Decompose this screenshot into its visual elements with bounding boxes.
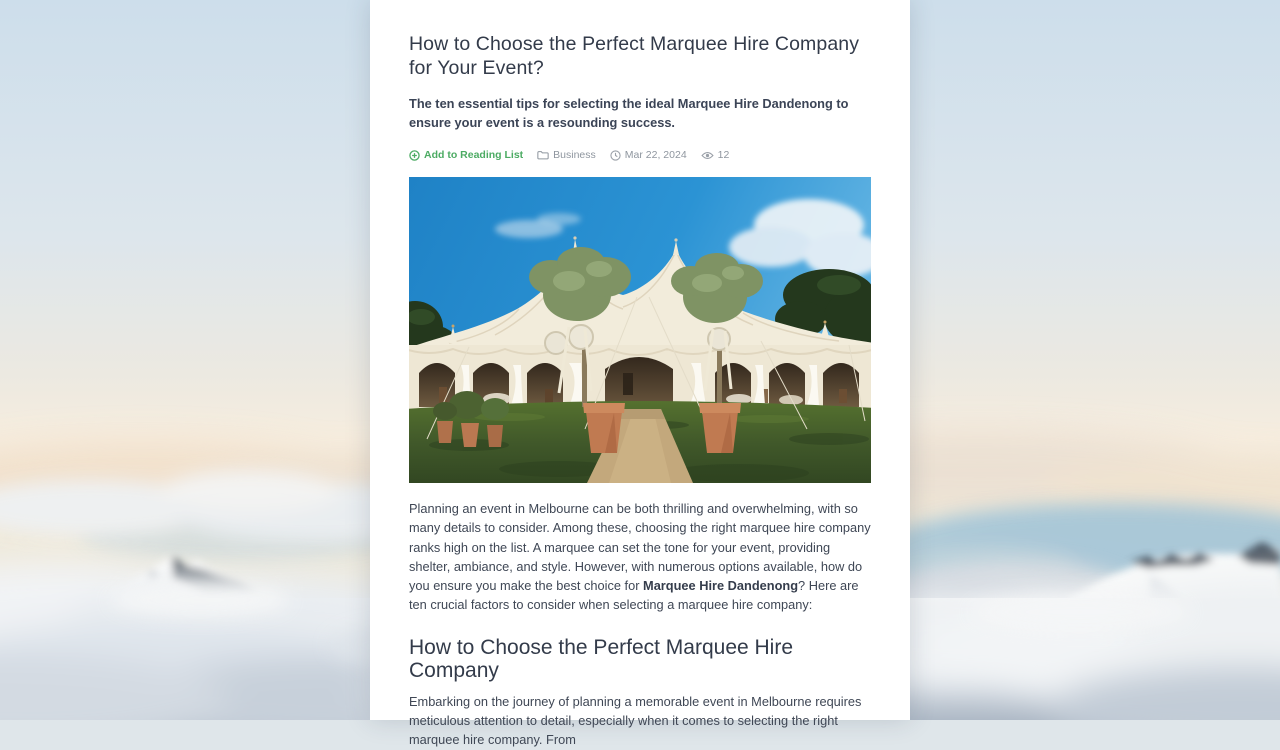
publish-date [610,149,687,161]
article-paragraph-1 [409,499,871,615]
publish-date-label: Mar 22, 2024 [624,149,687,161]
add-to-reading-list-link[interactable] [409,149,523,161]
add-to-reading-list-label: Add to Reading List [424,149,524,161]
clock-icon [610,150,621,161]
article-subtitle: The ten essential tips for selecting the ideal Marquee Hire Dandenong to ensure your event is a resounding success. [409,96,849,130]
section-heading: How to Choose the Perfect Marquee Hire Company [409,635,794,683]
folder-icon [537,150,549,160]
view-count [701,149,730,161]
article-meta [409,149,871,161]
article-panel [370,0,910,748]
view-count-label: 12 [717,149,730,161]
keyword-bold: Marquee Hire Dandenong [643,578,799,594]
category-label: Business [553,149,596,161]
eye-icon [701,151,714,160]
page-title: How to Choose the Perfect Marquee Hire Company for Your Event? [409,33,860,79]
circle-plus-icon [409,150,420,161]
marquee-photo [409,177,871,483]
article-hero-image [409,177,871,483]
paragraph-1-tail: ? Here are ten crucial factors to consider when selecting a marquee hire company: [409,578,859,613]
category-link[interactable] [537,149,596,161]
paragraph-1-text: Planning an event in Melbourne can be both thrilling and overwhelming, with so many details to consider. Among these, choosing the right marquee hire company ranks high on the list. A marquee can set the tone for your event, providing shelter, ambiance, and style. However, with numerous options available, how do you ensure you make the best choice for [409,501,871,594]
article-paragraph-2: Embarking on the journey of planning a memorable event in Melbourne requires meticulous attention to detail, especially when it comes to selecting the right marquee hire company. From [409,693,862,748]
